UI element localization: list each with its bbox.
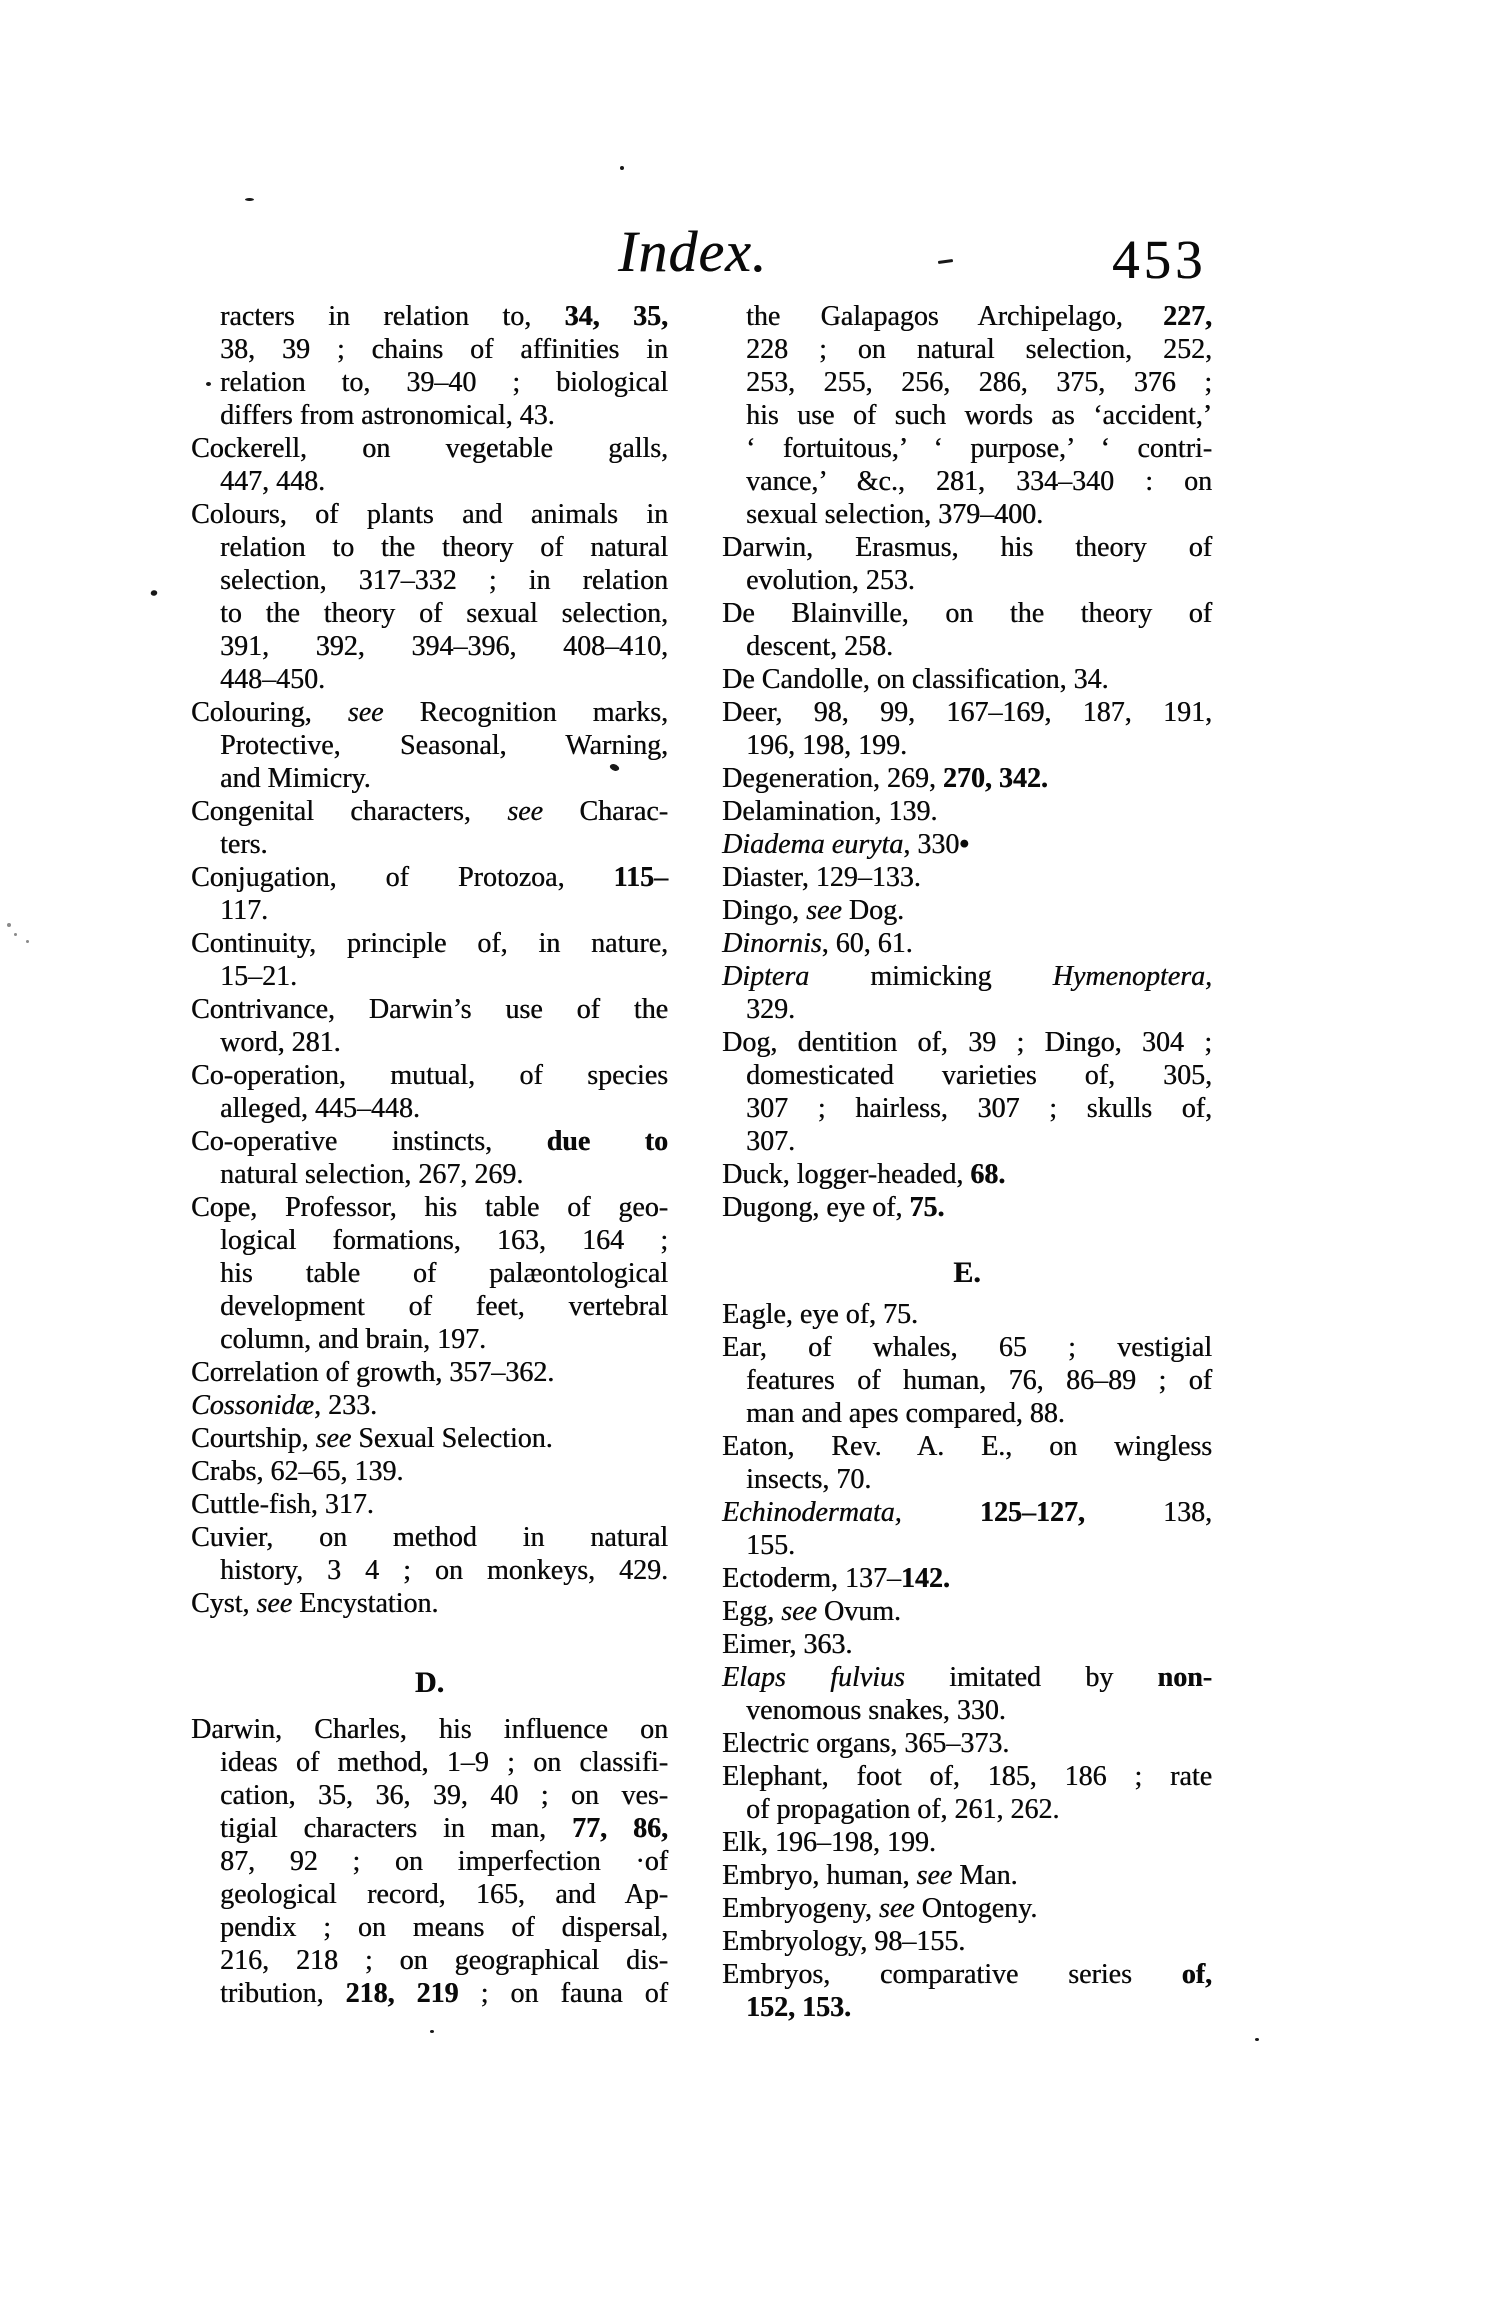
index-column-right (722, 300, 1212, 2024)
text-segment: Co-operation, mutual, of species (191, 1060, 668, 1091)
index-line (220, 1845, 668, 1878)
text-segment: Dog, dentition of, 39 ; Dingo, 304 ; (722, 1027, 1212, 1058)
text-segment: word, 281. (220, 1027, 341, 1058)
index-line (220, 1779, 668, 1812)
italic-text-segment: see (781, 1596, 817, 1627)
ink-speck (620, 166, 624, 170)
text-segment: , 233. (313, 1390, 377, 1421)
index-line (220, 300, 668, 333)
text-segment: , 60, 61. (821, 928, 913, 959)
italic-text-segment: see (916, 1860, 953, 1891)
text-segment: Diaster, 129–133. (722, 862, 921, 893)
index-line (722, 1859, 1212, 1892)
text-segment: natural selection, 267, 269. (220, 1159, 524, 1190)
index-line (191, 498, 668, 531)
text-segment: relation to the theory of natural (220, 532, 668, 563)
index-line (722, 1562, 1212, 1595)
index-line (220, 1158, 668, 1191)
index-line (191, 432, 668, 465)
text-segment: Dog. (841, 895, 904, 926)
text-segment: Cockerell, on vegetable galls, (191, 433, 668, 464)
text-segment: , 330 (903, 829, 960, 860)
ink-speck (245, 198, 254, 201)
index-line (722, 1727, 1212, 1760)
italic-text-segment: Echinodermata, (722, 1497, 902, 1528)
text-segment: Deer, 98, 99, 167–169, 187, 191, (722, 697, 1212, 728)
index-line (191, 1587, 668, 1620)
text-segment: selection, 317–332 ; in relation (220, 565, 668, 596)
text-segment: 15–21. (220, 961, 297, 992)
index-line (746, 1397, 1212, 1430)
text-segment: Embryology, 98–155. (722, 1926, 966, 1957)
text-segment: 68. (970, 1159, 1006, 1190)
text-segment: Colouring, (191, 697, 348, 728)
text-segment: to the theory of sexual selection, (220, 598, 668, 629)
text-segment: domesticated varieties of, 305, (746, 1060, 1212, 1091)
text-segment: descent, 258. (746, 631, 893, 662)
italic-text-segment: see (347, 697, 384, 728)
index-line (220, 960, 668, 993)
italic-text-segment: Hymenoptera, (1052, 961, 1212, 992)
index-line (191, 795, 668, 828)
index-line (746, 1092, 1212, 1125)
index-line (746, 1364, 1212, 1397)
index-line (220, 828, 668, 861)
index-line (722, 1892, 1212, 1925)
index-line (220, 1290, 668, 1323)
text-segment: Egg, (722, 1596, 782, 1627)
index-line (722, 663, 1212, 696)
index-line (746, 1991, 1212, 2024)
text-segment: E. (953, 1256, 981, 1289)
text-segment: Embryo, human, (722, 1860, 917, 1891)
text-segment: of propagation of, 261, 262. (746, 1794, 1060, 1825)
index-line (191, 1059, 668, 1092)
index-line (191, 1713, 668, 1746)
text-segment: 152, 153. (746, 1992, 851, 2023)
italic-text-segment: see (878, 1893, 915, 1924)
index-line (220, 1092, 668, 1125)
section-heading (191, 1666, 668, 1699)
index-line (746, 729, 1212, 762)
index-line (722, 1661, 1212, 1694)
italic-text-segment: see (507, 796, 543, 827)
text-segment: 34, 35, (564, 301, 669, 332)
text-segment: geological record, 165, and Ap- (220, 1879, 668, 1910)
index-line (220, 531, 668, 564)
text-segment: Elk, 196–198, 199. (722, 1827, 936, 1858)
text-segment: 117. (220, 895, 268, 926)
italic-text-segment: Cossonidæ (191, 1390, 314, 1421)
text-segment: Conjugation, of Protozoa, (191, 862, 614, 893)
text-segment: Colours, of plants and animals in (191, 499, 668, 530)
text-segment: Eagle, eye of, 75. (722, 1299, 918, 1330)
text-segment: Crabs, 62–65, 139. (191, 1456, 404, 1487)
index-line (220, 1977, 668, 2010)
text-segment: his table of palæontological (220, 1258, 668, 1289)
index-line (722, 1958, 1212, 1991)
ink-speck (1255, 2038, 1259, 2041)
text-segment: Protective, Seasonal, Warning, (220, 730, 668, 761)
index-line (722, 1191, 1212, 1224)
index-line (722, 1628, 1212, 1661)
index-line (722, 1496, 1212, 1529)
text-segment: Courtship, (191, 1423, 316, 1454)
text-segment: Contrivance, Darwin’s use of the (191, 994, 668, 1025)
index-line (220, 630, 668, 663)
index-line (191, 1422, 668, 1455)
index-line (191, 1191, 668, 1224)
text-segment: Sexual Selection. (351, 1423, 553, 1454)
text-segment: 391, 392, 394–396, 408–410, (220, 631, 668, 662)
text-segment: Embryogeny, (722, 1893, 879, 1924)
text-segment: De Blainville, on the theory of (722, 598, 1212, 629)
text-segment: 253, 255, 256, 286, 375, 376 ; (746, 367, 1212, 398)
index-line (746, 432, 1212, 465)
index-line (746, 399, 1212, 432)
index-line (722, 1430, 1212, 1463)
section-heading (722, 1256, 1212, 1289)
text-segment: Encystation. (292, 1588, 439, 1619)
text-segment: 125–127, (979, 1497, 1085, 1528)
ink-speck (938, 259, 953, 264)
text-segment: • (959, 829, 969, 860)
text-segment: differs from astronomical, 43. (220, 400, 555, 431)
index-line (191, 993, 668, 1026)
text-segment: 448–450. (220, 664, 325, 695)
text-segment: Darwin, Charles, his influence on (191, 1714, 668, 1745)
text-segment: Degeneration, 269, (722, 763, 943, 794)
index-line (722, 1826, 1212, 1859)
text-segment: 329. (746, 994, 795, 1025)
text-segment: 196, 198, 199. (746, 730, 907, 761)
index-line (191, 1356, 668, 1389)
index-line (746, 1125, 1212, 1158)
text-segment: venomous snakes, 330. (746, 1695, 1006, 1726)
text-segment: Duck, logger-headed, (722, 1159, 971, 1190)
italic-text-segment: see (315, 1423, 352, 1454)
index-column-left (191, 300, 668, 2010)
text-segment: Dugong, eye of, (722, 1192, 910, 1223)
text-segment: alleged, 445–448. (220, 1093, 420, 1124)
text-segment: Ectoderm, 137– (722, 1563, 901, 1594)
text-segment: features of human, 76, 86–89 ; of (746, 1365, 1212, 1396)
text-segment: Cuvier, on method in natural (191, 1522, 668, 1553)
index-line (220, 597, 668, 630)
index-line (191, 1521, 668, 1554)
index-line (746, 1463, 1212, 1496)
index-line (220, 366, 668, 399)
text-segment: 138, (1084, 1497, 1213, 1528)
index-line (220, 1224, 668, 1257)
index-line (220, 465, 668, 498)
page-title: Index. (618, 219, 768, 284)
index-line (220, 1554, 668, 1587)
italic-text-segment: Dinornis (722, 928, 822, 959)
page-number: 453 (1112, 229, 1207, 290)
index-line (220, 1812, 668, 1845)
italic-text-segment: see (256, 1588, 293, 1619)
index-line (191, 1455, 668, 1488)
text-segment: due to (546, 1126, 668, 1157)
index-line (746, 300, 1212, 333)
index-line (191, 1389, 668, 1422)
index-line (220, 1026, 668, 1059)
text-segment: ; on fauna of (458, 1978, 668, 2009)
text-segment: insects, 70. (746, 1464, 872, 1495)
text-segment: 77, 86, (572, 1813, 668, 1844)
index-line (191, 927, 668, 960)
italic-text-segment: see (806, 895, 842, 926)
text-segment: 307. (746, 1126, 795, 1157)
text-segment: 307 ; hairless, 307 ; skulls of, (746, 1093, 1212, 1124)
text-segment: Continuity, principle of, in nature, (191, 928, 668, 959)
index-line (220, 894, 668, 927)
text-segment: 75. (909, 1192, 945, 1223)
index-line (746, 333, 1212, 366)
text-segment: Electric organs, 365–373. (722, 1728, 1010, 1759)
index-line (722, 1298, 1212, 1331)
text-segment: ‘ fortuitous,’ ‘ purpose,’ ‘ contri- (746, 433, 1212, 464)
text-segment: Correlation of growth, 357–362. (191, 1357, 555, 1388)
index-line (220, 1878, 668, 1911)
index-line (722, 696, 1212, 729)
index-line (722, 597, 1212, 630)
text-segment: 218, 219 (345, 1978, 459, 2009)
text-segment: history, 3 4 ; on monkeys, 429. (220, 1555, 668, 1586)
text-segment: logical formations, 163, 164 ; (220, 1225, 668, 1256)
text-segment: 38, 39 ; chains of affinities in (220, 334, 668, 365)
text-segment: Recognition marks, (383, 697, 668, 728)
text-segment: Embryos, comparative series (722, 1959, 1182, 1990)
ink-speck (7, 923, 11, 927)
italic-text-segment: Diptera (722, 961, 810, 992)
ink-speck (430, 2030, 434, 2033)
text-segment: 115– (613, 862, 668, 893)
text-segment: sexual selection, 379–400. (746, 499, 1044, 530)
index-line (746, 1793, 1212, 1826)
text-segment: Elephant, foot of, 185, 186 ; rate (722, 1761, 1212, 1792)
text-segment: vance,’ &c., 281, 334–340 : on (746, 466, 1212, 497)
text-segment: relation to, 39–40 ; biological (220, 367, 668, 398)
text-segment: Dingo, (722, 895, 806, 926)
index-line (220, 399, 668, 432)
text-segment: ters. (220, 829, 268, 860)
index-line (746, 465, 1212, 498)
text-segment: of, (1181, 1959, 1212, 1990)
text-segment: Delamination, 139. (722, 796, 938, 827)
text-segment: 447, 448. (220, 466, 325, 497)
text-segment: cation, 35, 36, 39, 40 ; on ves- (220, 1780, 668, 1811)
text-segment: his use of such words as ‘accident,’ (746, 400, 1212, 431)
index-line (722, 1595, 1212, 1628)
text-segment: Cuttle-fish, 317. (191, 1489, 374, 1520)
index-line (722, 828, 1212, 861)
index-line (722, 861, 1212, 894)
text-segment: racters in relation to, (220, 301, 565, 332)
text-segment: Ovum. (816, 1596, 901, 1627)
index-line (220, 762, 668, 795)
index-line (191, 861, 668, 894)
text-segment: the Galapagos Archipelago, (746, 301, 1163, 332)
text-segment: man and apes compared, 88. (746, 1398, 1065, 1429)
index-line (220, 1257, 668, 1290)
text-segment: pendix ; on means of dispersal, (220, 1912, 668, 1943)
text-segment: development of feet, vertebral (220, 1291, 668, 1322)
text-segment: mimicking (809, 961, 1053, 992)
text-segment: 228 ; on natural selection, 252, (746, 334, 1212, 365)
text-segment: 270, 342. (942, 763, 1048, 794)
text-segment: tigial characters in man, (220, 1813, 572, 1844)
index-line (722, 960, 1212, 993)
text-segment: Charac- (542, 796, 668, 827)
text-segment: ideas of method, 1–9 ; on classifi- (220, 1747, 668, 1778)
index-line (220, 333, 668, 366)
index-line (220, 564, 668, 597)
index-line (746, 993, 1212, 1026)
ink-speck (14, 933, 17, 936)
index-line (722, 1760, 1212, 1793)
text-segment: Eimer, 363. (722, 1629, 853, 1660)
text-segment: Ontogeny. (914, 1893, 1038, 1924)
index-line (722, 927, 1212, 960)
index-line (746, 498, 1212, 531)
text-segment: Darwin, Erasmus, his theory of (722, 532, 1212, 563)
ink-speck (150, 589, 158, 597)
index-line (746, 1694, 1212, 1727)
text-segment: and Mimicry. (220, 763, 371, 794)
ink-speck (26, 940, 29, 943)
index-line (746, 366, 1212, 399)
text-segment: Co-operative instincts, (191, 1126, 547, 1157)
index-line (722, 1026, 1212, 1059)
index-line (722, 1925, 1212, 1958)
text-segment: Cyst, (191, 1588, 257, 1619)
index-line (722, 1158, 1212, 1191)
text-segment: 227, (1163, 301, 1212, 332)
italic-text-segment: Diadema euryta (722, 829, 904, 860)
index-line (220, 663, 668, 696)
index-line (722, 894, 1212, 927)
text-segment: column, and brain, 197. (220, 1324, 486, 1355)
index-line (746, 630, 1212, 663)
text-segment: De Candolle, on classification, 34. (722, 664, 1109, 695)
text-segment: Eaton, Rev. A. E., on wingless (722, 1431, 1212, 1462)
index-line (191, 1488, 668, 1521)
index-line (191, 696, 668, 729)
index-line (220, 729, 668, 762)
index-line (220, 1746, 668, 1779)
index-line (746, 1059, 1212, 1092)
text-segment: 216, 218 ; on geographical dis- (220, 1945, 668, 1976)
text-segment: 142. (900, 1563, 950, 1594)
index-line (191, 1125, 668, 1158)
text-segment: 87, 92 ; on imperfection ·of (220, 1846, 668, 1877)
text-segment: Man. (952, 1860, 1018, 1891)
text-segment: Congenital characters, (191, 796, 508, 827)
index-line (722, 762, 1212, 795)
text-segment: 155. (746, 1530, 795, 1561)
index-line (220, 1911, 668, 1944)
text-segment (902, 1497, 980, 1528)
index-line (220, 1944, 668, 1977)
index-line (722, 531, 1212, 564)
text-segment: tribution, (220, 1978, 346, 2009)
index-line (746, 1529, 1212, 1562)
text-segment: evolution, 253. (746, 565, 915, 596)
text-segment: Cope, Professor, his table of geo- (191, 1192, 668, 1223)
text-segment: Ear, of whales, 65 ; vestigial (722, 1332, 1212, 1363)
text-segment: imitated by (904, 1662, 1158, 1693)
text-segment: non- (1157, 1662, 1212, 1693)
italic-text-segment: Elaps fulvius (722, 1662, 905, 1693)
index-line (746, 564, 1212, 597)
text-segment: D. (414, 1666, 445, 1699)
index-line (722, 1331, 1212, 1364)
index-line (220, 1323, 668, 1356)
index-line (722, 795, 1212, 828)
